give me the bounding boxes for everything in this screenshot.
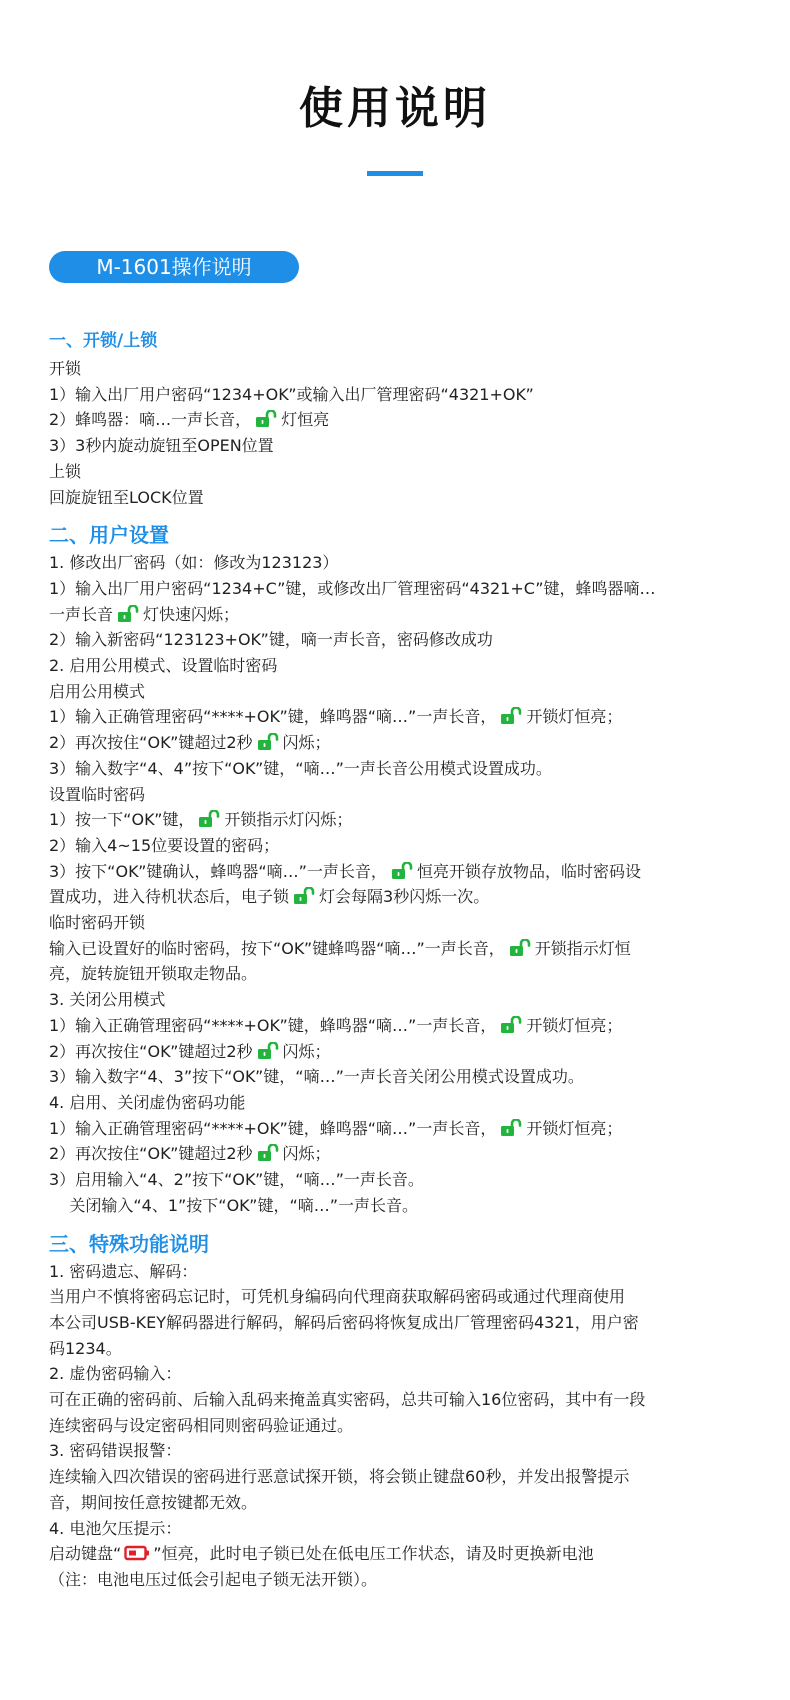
text-line — [49, 1541, 754, 1567]
open-padlock-icon — [257, 1144, 279, 1162]
text-segment: 2）蜂鸣器：嘀…一声长音， — [49, 410, 252, 430]
text-line: 码1234。 — [49, 1338, 122, 1358]
text-line: 4. 启用、关闭虚伪密码功能 — [49, 1092, 246, 1112]
text-segment: 开锁指示灯闪烁； — [224, 810, 353, 830]
text-line — [49, 859, 754, 885]
model-label-pill: M-1601操作说明 — [49, 251, 299, 283]
section-heading-special-functions: 三、特殊功能说明 — [49, 1231, 209, 1256]
text-line: 3）输入数字“4、3”按下“OK”键，“嘀…”一声长音关闭公用模式设置成功。 — [49, 1067, 584, 1087]
text-line — [49, 704, 754, 730]
text-line: 关闭输入“4、1”按下“OK”键，“嘀…”一声长音。 — [49, 1195, 419, 1215]
text-segment: 1）输入正确管理密码“****+OK”键，蜂鸣器“嘀…”一声长音， — [49, 1118, 497, 1138]
text-line: 音，期间按任意按键都无效。 — [49, 1492, 258, 1512]
instruction-content — [49, 326, 754, 1593]
text-line — [49, 807, 754, 833]
text-segment: 灯恒亮 — [281, 410, 330, 430]
text-line: 连续密码与设定密码相同则密码验证通过。 — [49, 1415, 354, 1435]
text-line: 可在正确的密码前、后输入乱码来掩盖真实密码，总共可输入16位密码，其中有一段 — [49, 1390, 646, 1410]
open-padlock-icon — [500, 1016, 522, 1034]
text-line — [49, 1141, 754, 1167]
text-line — [49, 1116, 754, 1142]
text-line: 2）输入4~15位要设置的密码； — [49, 835, 280, 855]
text-segment: 1）按一下“OK”键， — [49, 810, 195, 830]
title-underline — [367, 171, 423, 176]
text-segment: 1）输入正确管理密码“****+OK”键，蜂鸣器“嘀…”一声长音， — [49, 1015, 497, 1035]
text-line: 1）输入出厂用户密码“1234+OK”或输入出厂管理密码“4321+OK” — [49, 384, 534, 404]
text-line — [49, 1013, 754, 1039]
text-line: 2. 启用公用模式、设置临时密码 — [49, 656, 278, 676]
text-segment: 开锁灯恒亮； — [526, 1015, 623, 1035]
text-line — [49, 1039, 754, 1065]
text-line: 3. 关闭公用模式 — [49, 990, 166, 1010]
open-padlock-icon — [500, 707, 522, 725]
text-line: 3）3秒内旋动旋钮至OPEN位置 — [49, 436, 274, 456]
open-padlock-icon — [509, 939, 531, 957]
text-segment: 开锁灯恒亮； — [526, 707, 623, 727]
open-padlock-icon — [500, 1119, 522, 1137]
text-segment: 启动键盘“ — [49, 1544, 122, 1564]
text-line — [49, 602, 754, 628]
section-heading-user-settings: 二、用户设置 — [49, 523, 169, 548]
text-line: 1. 密码遗忘、解码： — [49, 1261, 198, 1281]
section-heading-open-close: 一、开锁/上锁 — [49, 331, 158, 351]
text-line: 亮，旋转旋钮开锁取走物品。 — [49, 964, 258, 984]
open-padlock-icon — [391, 862, 413, 880]
text-line: 3）输入数字“4、4”按下“OK”键，“嘀…”一声长音公用模式设置成功。 — [49, 758, 552, 778]
text-segment: 置成功，进入待机状态后，电子锁 — [49, 887, 290, 907]
open-padlock-icon — [293, 887, 315, 905]
text-line: 开锁 — [49, 359, 82, 378]
text-segment: 恒亮开锁存放物品，临时密码设 — [416, 861, 641, 881]
page-title: 使用说明 — [299, 83, 491, 134]
text-segment: 2）再次按住“OK”键超过2秒 — [49, 733, 253, 753]
low-battery-icon — [124, 1545, 150, 1561]
text-segment: ”恒亮，此时电子锁已处在低电压工作状态，请及时更换新电池 — [153, 1544, 594, 1564]
text-segment: 闪烁； — [282, 733, 331, 753]
text-line: 设置临时密码 — [49, 784, 146, 804]
text-line: 本公司USB-KEY解码器进行解码，解码后密码将恢复成出厂管理密码4321，用户密 — [49, 1312, 639, 1332]
text-segment: 灯快速闪烁； — [143, 604, 240, 624]
text-segment: 2）再次按住“OK”键超过2秒 — [49, 1144, 253, 1164]
text-segment: 3）按下“OK”键确认，蜂鸣器“嘀…”一声长音， — [49, 861, 387, 881]
text-segment: 闪烁； — [282, 1041, 331, 1061]
text-segment: 1）输入正确管理密码“****+OK”键，蜂鸣器“嘀…”一声长音， — [49, 707, 497, 727]
text-line: 当用户不慎将密码忘记时，可凭机身编码向代理商获取解码密码或通过代理商使用 — [49, 1287, 626, 1307]
text-line — [49, 936, 754, 962]
text-segment: 2）再次按住“OK”键超过2秒 — [49, 1041, 253, 1061]
open-padlock-icon — [257, 733, 279, 751]
text-segment: 开锁指示灯恒 — [534, 938, 631, 958]
text-segment: 闪烁； — [282, 1144, 331, 1164]
text-line: 2. 虚伪密码输入： — [49, 1364, 182, 1384]
text-line: 2）输入新密码“123123+OK”键，嘀一声长音，密码修改成功 — [49, 630, 493, 650]
open-padlock-icon — [198, 810, 220, 828]
text-segment: 一声长音 — [49, 604, 114, 624]
text-line — [49, 730, 754, 756]
text-line: 3. 密码错误报警： — [49, 1441, 182, 1461]
text-segment: 开锁灯恒亮； — [526, 1118, 623, 1138]
text-line: 临时密码开锁 — [49, 913, 146, 933]
open-padlock-icon — [257, 1042, 279, 1060]
text-line: 回旋旋钮至LOCK位置 — [49, 487, 204, 507]
text-line: 1. 修改出厂密码（如：修改为123123） — [49, 553, 339, 573]
text-line: 1）输入出厂用户密码“1234+C”键，或修改出厂管理密码“4321+C”键，蜂鸣器嘀… — [49, 578, 656, 598]
text-segment: 灯会每隔3秒闪烁一次。 — [319, 887, 490, 907]
text-line — [49, 407, 754, 433]
open-padlock-icon — [255, 410, 277, 428]
text-line: 4. 电池欠压提示： — [49, 1518, 182, 1538]
text-segment: 输入已设置好的临时密码，按下“OK”键蜂鸣器“嘀…”一声长音， — [49, 938, 505, 958]
open-padlock-icon — [117, 605, 139, 623]
text-line: 连续输入四次错误的密码进行恶意试探开锁，将会锁止键盘60秒，并发出报警提示 — [49, 1467, 630, 1487]
text-line — [49, 884, 754, 910]
text-line: 3）启用输入“4、2”按下“OK”键，“嘀…”一声长音。 — [49, 1170, 424, 1190]
text-line: （注：电池电压过低会引起电子锁无法开锁）。 — [49, 1569, 378, 1589]
text-line: 启用公用模式 — [49, 681, 146, 701]
text-line: 上锁 — [49, 461, 82, 481]
